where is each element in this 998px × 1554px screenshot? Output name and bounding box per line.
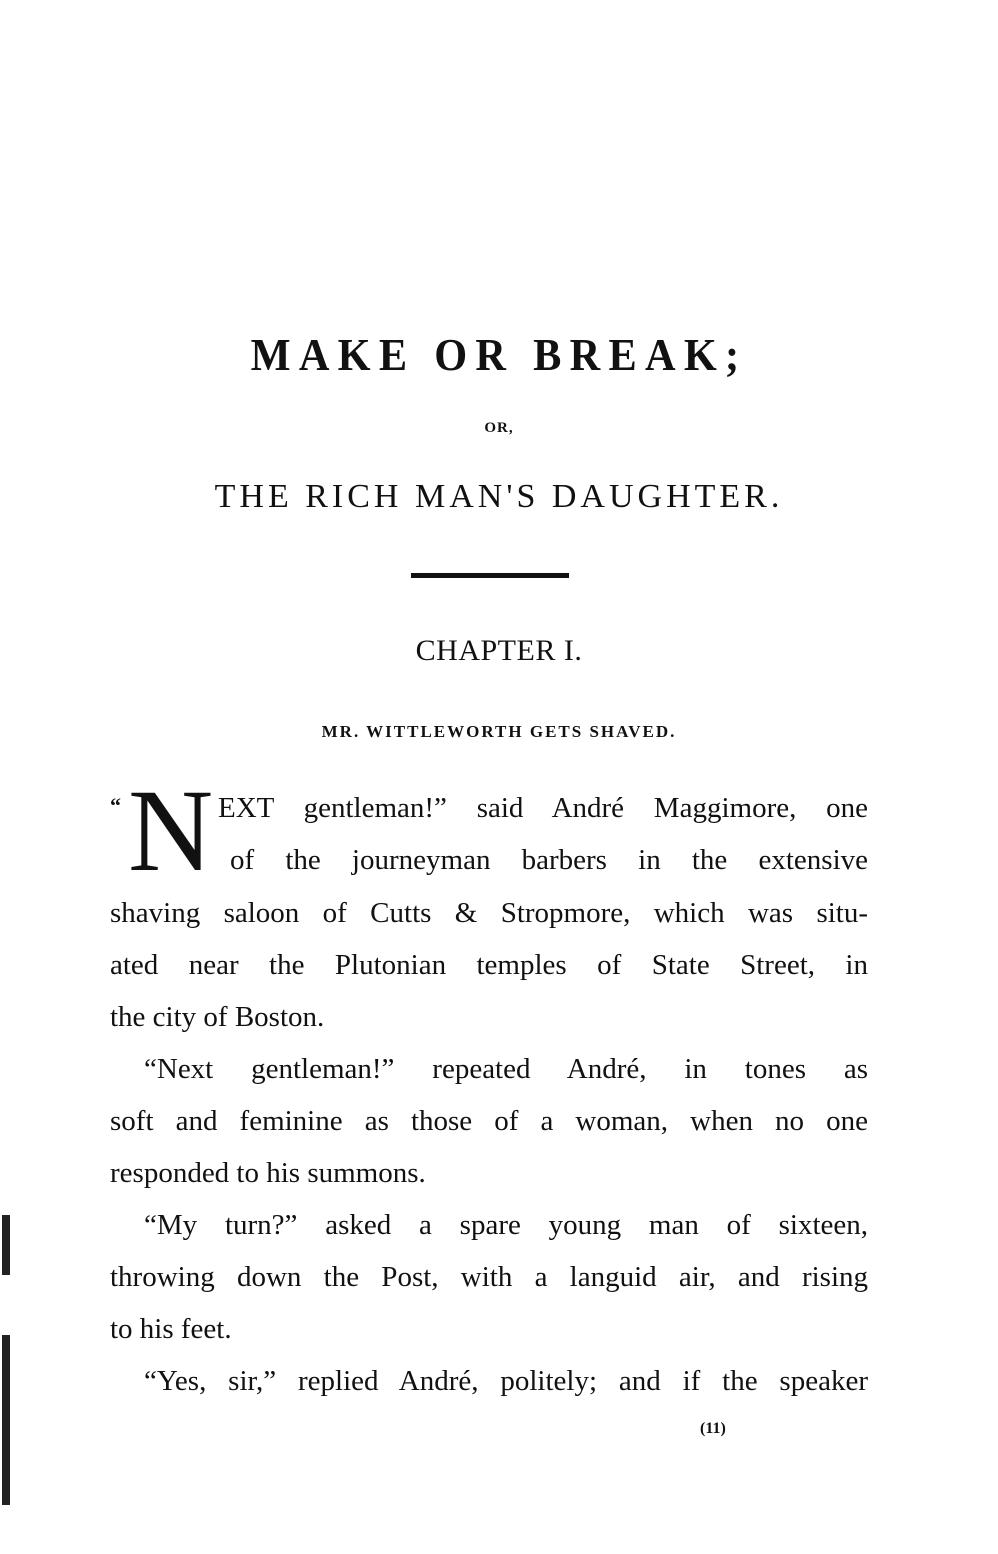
text-line: “My turn?” asked a spare young man of sixteen, [144, 1209, 868, 1241]
dropcap-open-quote: “ [110, 793, 121, 818]
title-connector: OR, [484, 420, 514, 436]
text-line: of the journeyman barbers in the extensive [230, 844, 868, 876]
text-line: EXT gentleman!” said André Maggimore, one [218, 792, 868, 824]
text-line: responded to his summons. [110, 1157, 426, 1189]
book-title: MAKE OR BREAK; [250, 329, 748, 380]
text-line: ated near the Plutonian temples of State Street, in [110, 949, 868, 981]
chapter-subheading: MR. WITTLEWORTH GETS SHAVED. [321, 722, 677, 741]
text-line: “Next gentleman!” repeated André, in tones as [144, 1053, 868, 1085]
text-line: soft and feminine as those of a woman, when no one [110, 1105, 868, 1137]
text-line: the city of Boston. [110, 1001, 325, 1033]
text-line: throwing down the Post, with a languid air, and rising [110, 1261, 868, 1293]
page-number: (11) [700, 1420, 726, 1437]
chapter-heading: CHAPTER I. [415, 634, 583, 667]
book-subtitle: THE RICH MAN'S DAUGHTER. [214, 478, 784, 515]
dropcap-letter: N [128, 765, 214, 896]
text-line: shaving saloon of Cutts & Stropmore, which was situ- [110, 897, 868, 929]
scan-edge-mark [2, 1215, 10, 1275]
title-divider [411, 573, 569, 578]
scan-edge-mark [2, 1335, 10, 1505]
text-line: to his feet. [110, 1313, 232, 1345]
text-line: “Yes, sir,” replied André, politely; and if the speaker [144, 1365, 868, 1397]
